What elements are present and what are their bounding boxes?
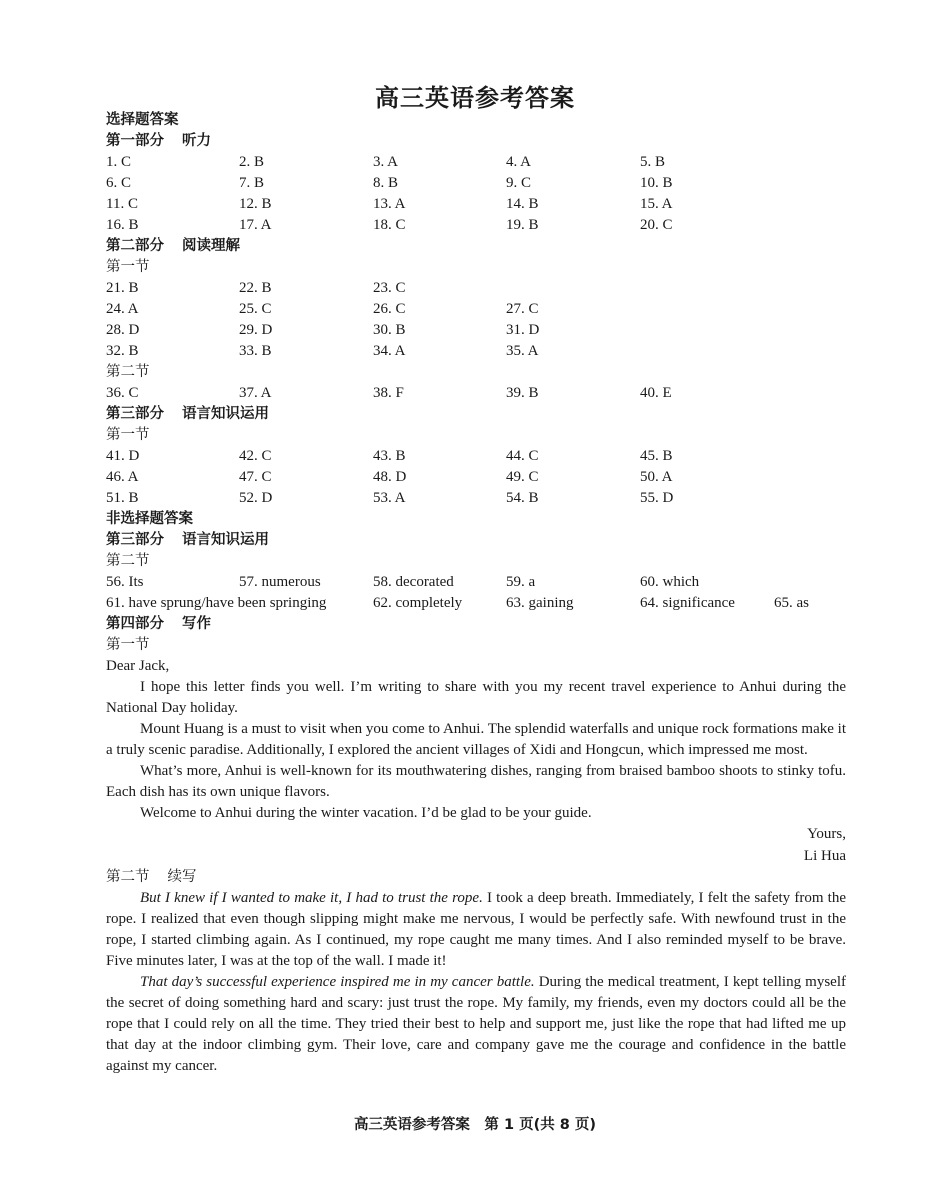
letter-closing: Yours, bbox=[807, 826, 846, 842]
part4-section2-name: 续写 bbox=[167, 869, 197, 885]
answer-cell: 53. A bbox=[373, 490, 406, 506]
answer-row bbox=[106, 488, 846, 509]
answer-cell: 38. F bbox=[373, 385, 404, 401]
answer-cell: 64. significance bbox=[640, 595, 735, 611]
part2-section1-label: 第一节 bbox=[106, 259, 150, 275]
answer-cell: 57. numerous bbox=[239, 574, 321, 590]
answer-cell: 36. C bbox=[106, 385, 139, 401]
answer-cell: 21. B bbox=[106, 280, 139, 296]
part3-heading bbox=[106, 404, 846, 425]
answer-cell: 4. A bbox=[506, 154, 532, 170]
answer-cell: 26. C bbox=[373, 301, 406, 317]
answer-cell: 3. A bbox=[373, 154, 399, 170]
objective-heading: 选择题答案 bbox=[106, 112, 179, 128]
answer-cell: 2. B bbox=[239, 154, 265, 170]
part1-heading bbox=[106, 131, 846, 152]
continuation-paragraph bbox=[106, 972, 846, 1077]
part1-heading-name: 听力 bbox=[182, 133, 211, 149]
answer-cell: 19. B bbox=[506, 217, 539, 233]
part3-heading-num: 第三部分 bbox=[106, 406, 164, 422]
answer-row bbox=[106, 383, 846, 404]
letter-paragraph: Mount Huang is a must to visit when you come to Anhui. The splendid waterfalls and unique rock formations make it a truly scenic paradise. Additionally, I explored the ancient villages of Xidi and Hongcun, which impressed me most. bbox=[106, 721, 846, 758]
part4-heading-name: 写作 bbox=[182, 616, 211, 632]
answer-cell: 8. B bbox=[373, 175, 399, 191]
part3b-heading-name: 语言知识运用 bbox=[182, 532, 269, 548]
answer-cell: 45. B bbox=[640, 448, 673, 464]
answer-row bbox=[106, 467, 846, 488]
answer-cell: 52. D bbox=[239, 490, 273, 506]
answer-cell: 24. A bbox=[106, 301, 139, 317]
answer-cell: 13. A bbox=[373, 196, 406, 212]
fill-in-row-2 bbox=[106, 593, 846, 614]
answer-cell: 51. B bbox=[106, 490, 139, 506]
answer-cell: 1. C bbox=[106, 154, 132, 170]
answer-cell: 44. C bbox=[506, 448, 539, 464]
answer-row bbox=[106, 341, 846, 362]
answer-cell: 49. C bbox=[506, 469, 539, 485]
letter-signature: Li Hua bbox=[803, 847, 846, 864]
answer-cell: 16. B bbox=[106, 217, 139, 233]
part1-heading-num: 第一部分 bbox=[106, 133, 164, 149]
answer-cell: 42. C bbox=[239, 448, 272, 464]
part4-heading-num: 第四部分 bbox=[106, 616, 164, 632]
answer-row bbox=[106, 152, 846, 173]
answer-cell: 37. A bbox=[239, 385, 272, 401]
part3b-heading bbox=[106, 530, 846, 551]
answer-cell: 65. as bbox=[774, 595, 809, 611]
part3-answers bbox=[106, 446, 846, 509]
answer-cell: 35. A bbox=[506, 343, 539, 359]
continuation-lead-sentence: That day’s successful experience inspired me in my cancer battle. bbox=[140, 974, 535, 990]
answer-cell: 17. A bbox=[239, 217, 272, 233]
part3-section1-label: 第一节 bbox=[106, 427, 150, 443]
answer-cell: 32. B bbox=[106, 343, 139, 359]
answer-cell: 5. B bbox=[640, 154, 666, 170]
part3-heading-name: 语言知识运用 bbox=[182, 406, 269, 422]
part4-section2-heading bbox=[106, 867, 846, 888]
answer-cell: 23. C bbox=[373, 280, 406, 296]
part3b-heading-num: 第三部分 bbox=[106, 532, 164, 548]
answer-cell: 54. B bbox=[506, 490, 539, 506]
continuation-body: During the medical treatment, I kept telling myself the secret of doing something hard and scary: just trust the rope. My family, my friends, even my doctors could all be the rope that I could rely on all the time. They tried their best to help and support me, just like the rope that had lifted me up that day at the indoor climbing gym. Their love, care and company gave me the courage and confidence in the battle against my cancer. bbox=[106, 974, 846, 1074]
answer-cell: 12. B bbox=[239, 196, 272, 212]
subjective-heading: 非选择题答案 bbox=[106, 511, 193, 527]
answer-cell: 40. E bbox=[640, 385, 672, 401]
part4-section1-label: 第一节 bbox=[106, 637, 150, 653]
part2-section1-answers bbox=[106, 278, 846, 362]
answer-cell: 33. B bbox=[239, 343, 272, 359]
answer-cell: 10. B bbox=[640, 175, 673, 191]
answer-cell: 62. completely bbox=[373, 595, 463, 611]
answer-cell: 7. B bbox=[239, 175, 265, 191]
answer-row bbox=[106, 299, 846, 320]
answer-cell: 59. a bbox=[506, 574, 536, 590]
answer-row bbox=[106, 215, 846, 236]
answer-cell: 25. C bbox=[239, 301, 272, 317]
part2-section2-answers bbox=[106, 383, 846, 404]
answer-cell: 56. Its bbox=[106, 574, 144, 590]
answer-cell: 61. have sprung/have been springing bbox=[106, 595, 327, 611]
answer-cell: 9. C bbox=[506, 175, 532, 191]
part3b-section2-label: 第二节 bbox=[106, 553, 150, 569]
part2-heading-name: 阅读理解 bbox=[182, 238, 240, 254]
letter-paragraph: Welcome to Anhui during the winter vacation. I’d be glad to be your guide. bbox=[140, 805, 592, 821]
part2-heading bbox=[106, 236, 846, 257]
answer-row bbox=[106, 320, 846, 341]
page-footer: 高三英语参考答案 第 1 页(共 8 页) bbox=[353, 1117, 597, 1133]
answer-cell: 55. D bbox=[640, 490, 674, 506]
answer-cell: 11. C bbox=[106, 196, 138, 212]
part1-answers bbox=[106, 152, 846, 236]
part2-section2-label: 第二节 bbox=[106, 364, 150, 380]
answer-cell: 41. D bbox=[106, 448, 140, 464]
answer-cell: 20. C bbox=[640, 217, 673, 233]
answer-cell: 50. A bbox=[640, 469, 673, 485]
answer-cell: 39. B bbox=[506, 385, 539, 401]
answer-cell: 29. D bbox=[239, 322, 273, 338]
answer-cell: 27. C bbox=[506, 301, 539, 317]
answer-cell: 22. B bbox=[239, 280, 272, 296]
answer-cell: 43. B bbox=[373, 448, 406, 464]
answer-cell: 58. decorated bbox=[373, 574, 454, 590]
continuation-lead-sentence: But I knew if I wanted to make it, I had to trust the rope. bbox=[140, 890, 483, 906]
continuation-body: I took a deep breath. Immediately, I felt the safety from the rope. I realized that even though slipping might make me nervous, I would be perfectly safe. With newfound trust in the rope, I started climbing again. As I continued, my rope caught me many times. And I also reminded myself to be brave. Five minutes later, I was at the top of the wall. I made it! bbox=[106, 890, 846, 969]
answer-row bbox=[106, 194, 846, 215]
answer-cell: 34. A bbox=[373, 343, 406, 359]
letter-greeting: Dear Jack, bbox=[106, 658, 170, 674]
answer-cell: 14. B bbox=[506, 196, 539, 212]
content bbox=[106, 110, 846, 1077]
answer-cell: 46. A bbox=[106, 469, 139, 485]
answer-row bbox=[106, 173, 846, 194]
fill-in-row-1 bbox=[106, 572, 846, 593]
part4-heading bbox=[106, 614, 846, 635]
continuation-paragraph bbox=[106, 888, 846, 972]
answer-cell: 63. gaining bbox=[506, 595, 574, 611]
part4-section2-label: 第二节 bbox=[106, 869, 150, 885]
answer-row bbox=[106, 278, 846, 299]
answer-cell: 18. C bbox=[373, 217, 406, 233]
answer-cell: 60. which bbox=[640, 574, 700, 590]
answer-cell: 6. C bbox=[106, 175, 132, 191]
answer-cell: 48. D bbox=[373, 469, 407, 485]
letter-paragraph: I hope this letter finds you well. I’m writing to share with you my recent travel experience to Anhui during the National Day holiday. bbox=[106, 679, 846, 716]
answer-cell: 15. A bbox=[640, 196, 673, 212]
answer-row bbox=[106, 446, 846, 467]
answer-cell: 31. D bbox=[506, 322, 540, 338]
page-title: 高三英语参考答案 bbox=[375, 84, 575, 112]
answer-cell: 28. D bbox=[106, 322, 140, 338]
answer-cell: 47. C bbox=[239, 469, 272, 485]
letter-paragraph: What’s more, Anhui is well-known for its mouthwatering dishes, ranging from braised bamboo shoots to stinky tofu. Each dish has its own unique flavors. bbox=[106, 763, 846, 800]
part2-heading-num: 第二部分 bbox=[106, 238, 164, 254]
answer-cell: 30. B bbox=[373, 322, 406, 338]
